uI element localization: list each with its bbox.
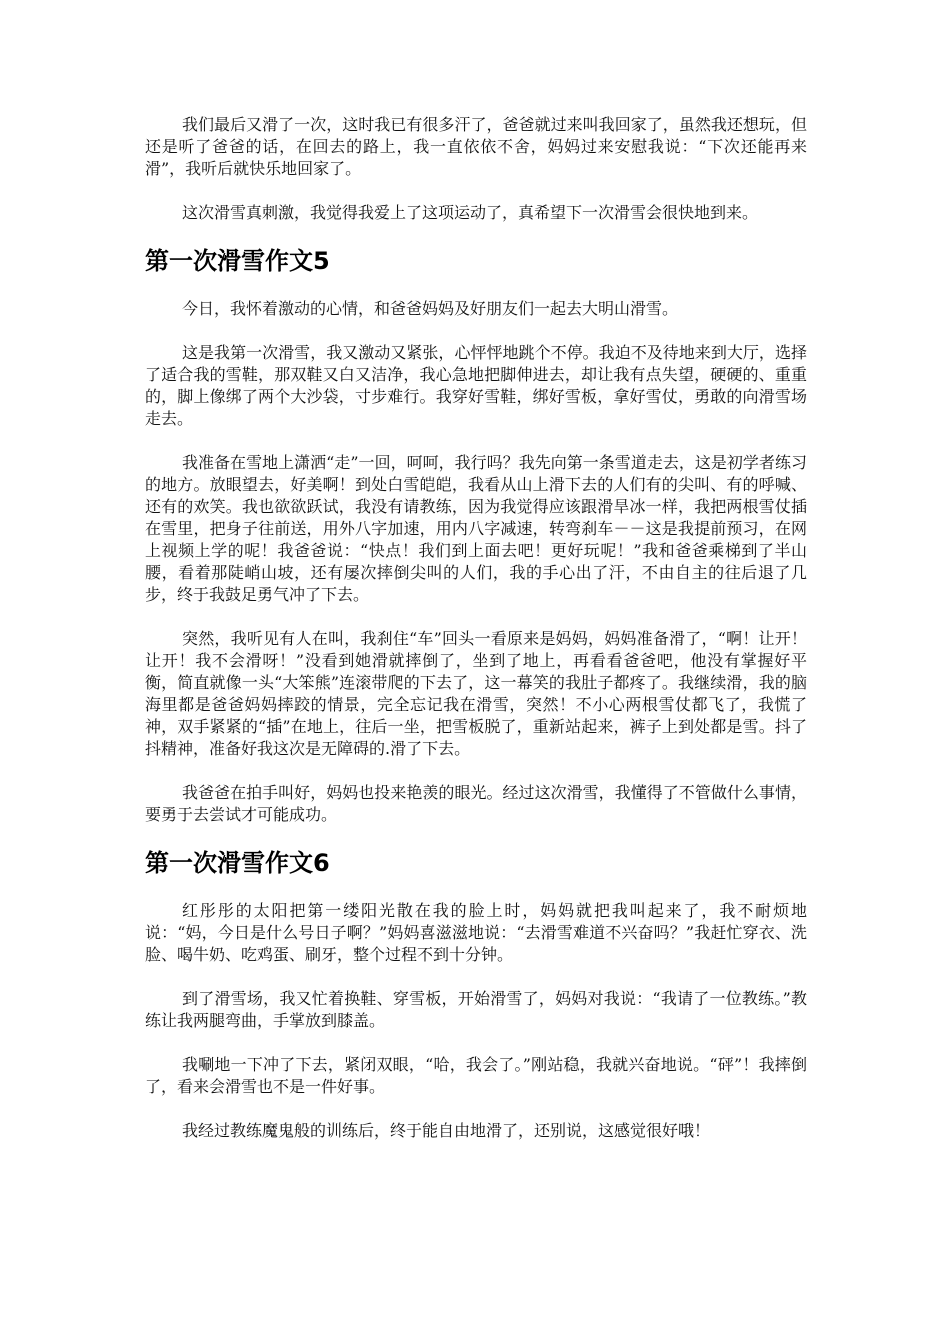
paragraph: 这次滑雪真刺激，我觉得我爱上了这项运动了，真希望下一次滑雪会很快地到来。	[182, 203, 759, 222]
section-heading: 第一次滑雪作文5	[145, 247, 330, 275]
paragraph: 我唰地一下冲了下去，紧闭双眼，“哈，我会了。”刚站稳，我就兴奋地说。“砰”！我摔倒了，看来会滑雪也不是一件好事。	[145, 1055, 807, 1096]
paragraph: 我准备在雪地上潇洒“走”一回，呵呵，我行吗？我先向第一条雪道走去，这是初学者练习的地方。放眼望去，好美啊！到处白雪皑皑，我看从山上滑下去的人们有的尖叫、有的呼喊、还有的欢笑。我也欲欲跃试，我没有请教练，因为我觉得应该跟滑旱冰一样，我把两根雪仗插在雪里，把身子往前送，用外八字加速，用内八字减速，转弯刹车－－这是我提前预习，在网上视频上学的呢！我爸爸说：“快点！我们到上面去吧！更好玩呢！”我和爸爸乘梯到了半山腰，看着那陡峭山坡，还有屡次摔倒尖叫的人们，我的手心出了汗，不由自主的往后退了几步，终于我鼓足勇气冲了下去。	[145, 453, 807, 604]
paragraph: 到了滑雪场，我又忙着换鞋、穿雪板，开始滑雪了，妈妈对我说：“我请了一位教练。”教练让我两腿弯曲，手掌放到膝盖。	[145, 989, 807, 1030]
paragraph: 红彤彤的太阳把第一缕阳光散在我的脸上时，妈妈就把我叫起来了，我不耐烦地说：“妈，今日是什么号日子啊？”妈妈喜滋滋地说：“去滑雪难道不兴奋吗？”我赶忙穿衣、洗脸、喝牛奶、吃鸡蛋、刷牙，整个过程不到十分钟。	[145, 901, 807, 964]
paragraph: 这是我第一次滑雪，我又激动又紧张，心怦怦地跳个不停。我迫不及待地来到大厅，选择了适合我的雪鞋，那双鞋又白又洁净，我心急地把脚伸进去，却让我有点失望，硬硬的、重重的，脚上像绑了两个大沙袋，寸步难行。我穿好雪鞋，绑好雪板，拿好雪仗，勇敢的向滑雪场走去。	[145, 343, 807, 428]
paragraph: 突然，我听见有人在叫，我刹住“车”回头一看原来是妈妈，妈妈准备滑了，“啊！让开！让开！我不会滑呀！”没看到她滑就摔倒了，坐到了地上，再看看爸爸吧，他没有掌握好平衡，简直就像一头“大笨熊”连滚带爬的下去了，这一幕笑的我肚子都疼了。我继续滑，我的脑海里都是爸爸妈妈摔跤的情景，完全忘记我在滑雪，突然！不小心两根雪仗都飞了，我慌了神，双手紧紧的“插”在地上，往后一坐，把雪板脱了，重新站起来，裤子上到处都是雪。抖了抖精神，准备好我这次是无障碍的.滑了下去。	[145, 629, 807, 758]
section-heading: 第一次滑雪作文6	[145, 849, 330, 877]
paragraph: 今日，我怀着激动的心情，和爸爸妈妈及好朋友们一起去大明山滑雪。	[182, 299, 679, 318]
paragraph: 我经过教练魔鬼般的训练后，终于能自由地滑了，还别说，这感觉很好哦！	[182, 1121, 711, 1140]
paragraph: 我爸爸在拍手叫好，妈妈也投来艳羡的眼光。经过这次滑雪，我懂得了不管做什么事情，要勇于去尝试才可能成功。	[145, 783, 807, 824]
document-body	[145, 114, 807, 1142]
paragraph: 我们最后又滑了一次，这时我已有很多汗了，爸爸就过来叫我回家了，虽然我还想玩，但还是听了爸爸的话，在回去的路上，我一直依依不舍，妈妈过来安慰我说：“下次还能再来滑”，我听后就快乐地回家了。	[145, 115, 807, 178]
